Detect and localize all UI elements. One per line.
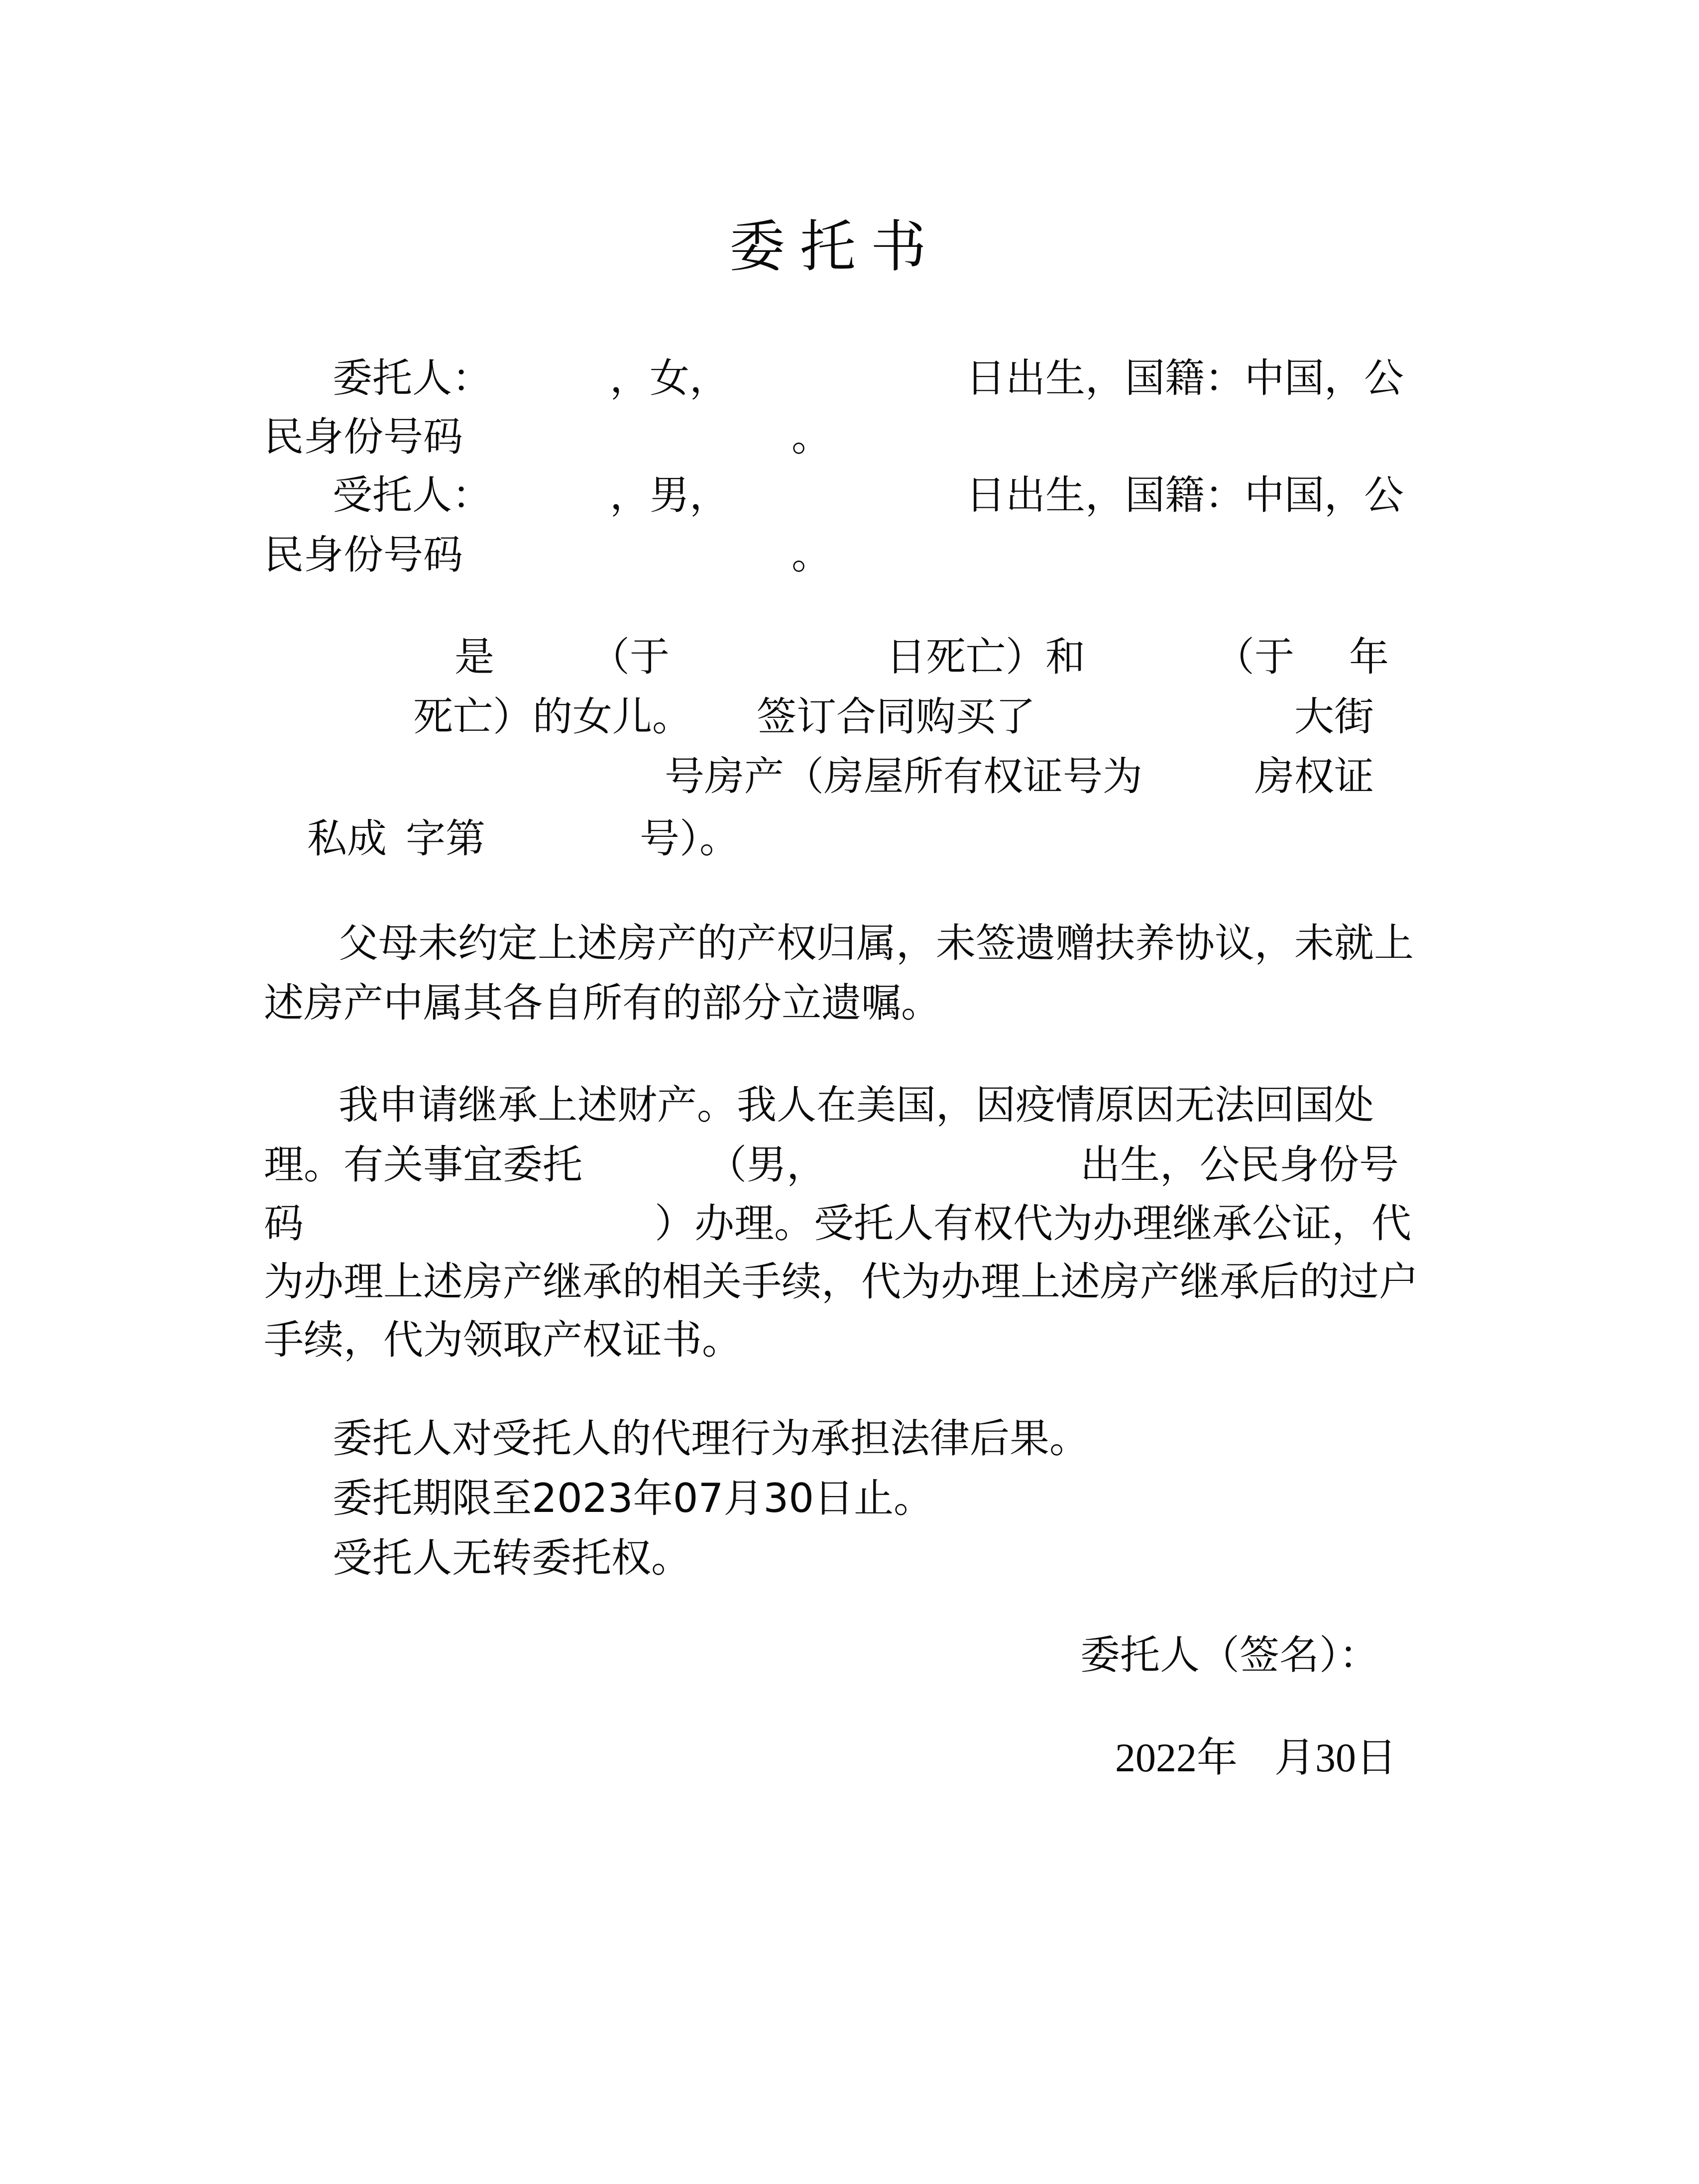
request-paragraph: 理。有关事宜委托 <box>264 1142 582 1188</box>
request-paragraph: 手续，代为领取产权证书。 <box>264 1317 742 1363</box>
property-text: 私成 <box>307 815 387 862</box>
clause-term: 委托期限至2023年07月30日止。 <box>333 1475 934 1521</box>
property-text: 签订合同购买了 <box>757 693 1035 740</box>
property-text: （于 <box>590 634 670 680</box>
property-text: （于 <box>1215 634 1294 680</box>
parents-paragraph: 述房产中属其各自所有的部分立遗嘱。 <box>264 980 941 1026</box>
agent-id-label: 民身份号码 <box>264 532 463 578</box>
principal-label: 委托人： <box>333 355 492 401</box>
request-paragraph: 我申请继承上述财产。我人在美国，因疫情原因无法回国处 <box>339 1082 1374 1128</box>
date-year: 2022年 <box>1115 1735 1238 1780</box>
request-paragraph: 为办理上述房产继承的相关手续，代为办理上述房产继承后的过户 <box>264 1259 1419 1305</box>
property-text: 年 <box>1349 634 1389 680</box>
request-paragraph: ）办理。受托人有权代为办理继承公证，代 <box>655 1200 1411 1247</box>
agent-birth-nationality: 日出生，国籍：中国，公 <box>966 472 1404 518</box>
property-text: 是 <box>454 634 494 680</box>
document-title: 委托书 <box>729 215 941 279</box>
request-paragraph: 码 <box>264 1200 304 1247</box>
clause-no-subdelegation: 受托人无转委托权。 <box>333 1535 691 1581</box>
signature-label: 委托人（签名）： <box>1080 1632 1379 1678</box>
principal-id-end: 。 <box>792 414 831 460</box>
property-text: 号）。 <box>640 815 739 862</box>
principal-gender: ，女， <box>610 355 729 401</box>
property-text: 字第 <box>406 815 485 862</box>
clause-liability: 委托人对受托人的代理行为承担法律后果。 <box>333 1415 1089 1462</box>
property-text: 大街 <box>1294 693 1374 740</box>
property-text: 号房产（房屋所有权证号为 <box>665 753 1142 800</box>
principal-birth-nationality: 日出生，国籍：中国，公 <box>966 355 1404 401</box>
parents-paragraph: 父母未约定上述房产的产权归属，未签遗赠扶养协议，未就上 <box>339 920 1414 966</box>
agent-gender: ，男， <box>610 472 729 518</box>
request-paragraph: （男， <box>707 1142 826 1188</box>
agent-label: 受托人： <box>333 472 492 518</box>
request-paragraph: 出生，公民身份号 <box>1080 1142 1399 1188</box>
agent-id-end: 。 <box>792 532 831 578</box>
property-text: 房权证 <box>1254 753 1374 800</box>
principal-id-label: 民身份号码 <box>264 414 463 460</box>
property-text: 死亡）的女儿。 <box>413 693 692 740</box>
property-text: 日死亡）和 <box>886 634 1085 680</box>
date-month-day: 月30日 <box>1274 1735 1397 1780</box>
